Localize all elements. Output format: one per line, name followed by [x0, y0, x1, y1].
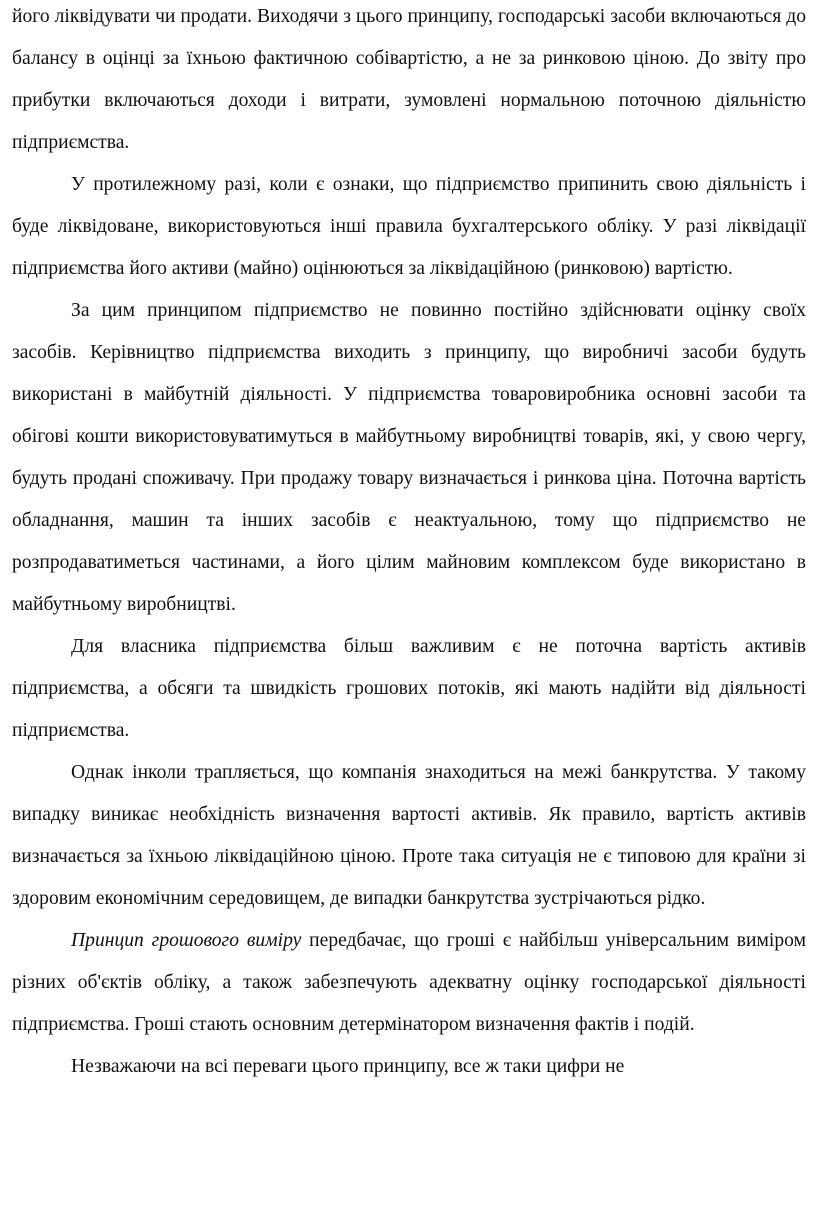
- paragraph-owner-view: Для власника підприємства більш важливим є не поточна вартість активів підприємства, а обсяги та швидкість грошових потоків, які мають надійти від діяльності підприємства.: [12, 636, 806, 741]
- paragraph-monetary-principle: [12, 920, 806, 1046]
- paragraph-bankruptcy: Однак інколи трапляється, що компанія знаходиться на межі банкрутства. У такому випадку виникає необхідність визначення вартості активів. Як правило, вартість активів визначається за їхньою ліквідаційною ціною. Проте така ситуація не є типовою для країни зі здоровим економічним середовищем, де випадки банкрутства зустрічаються рідко.: [12, 762, 806, 909]
- document-page: [12, 0, 806, 1088]
- paragraph-final: Незважаючи на всі переваги цього принципу, все ж таки цифри не: [71, 1056, 625, 1077]
- paragraph-continuation: його ліквідувати чи продати. Виходячи з цього принципу, господарські засоби включаються до балансу в оцінці за їхньою фактичною собівартістю, а не за ринковою ціною. До звіту про прибутки включаються доходи і витрати, зумовлені нормальною поточною діяльністю підприємства.: [12, 6, 806, 153]
- principle-text: передбачає, що гроші є найбільш універсальним виміром різних об'єктів обліку, а також забезпечують адекватну оцінку господарської діяльності підприємства. Гроші стають основним детермінатором визначення фактів і подій.: [12, 930, 807, 1035]
- principle-term: Принцип грошового виміру: [71, 930, 302, 951]
- paragraph-going-concern: За цим принципом підприємство не повинно постійно здійснювати оцінку своїх засобів. Керівництво підприємства виходить з принципу, що виробничі засоби будуть використані в майбутній діяльності. У підприємства товаровиробника основні засоби та обігові кошти використовуватимуться в майбутньому виробництві товарів, які, у свою чергу, будуть продані споживачу. При продажу товару визначається і ринкова ціна. Поточна вартість обладнання, машин та інших засобів є неактуальною, тому що підприємство не розпродаватиметься частинами, а його цілим майновим комплексом буде використано в майбутньому виробництві.: [12, 300, 806, 615]
- paragraph-liquidation: У протилежному разі, коли є ознаки, що підприємство припинить свою діяльність і буде ліквідоване, використовуються інші правила бухгалтерського обліку. У разі ліквідації підприємства його активи (майно) оцінюються за ліквідаційною (ринковою) вартістю.: [12, 174, 806, 279]
